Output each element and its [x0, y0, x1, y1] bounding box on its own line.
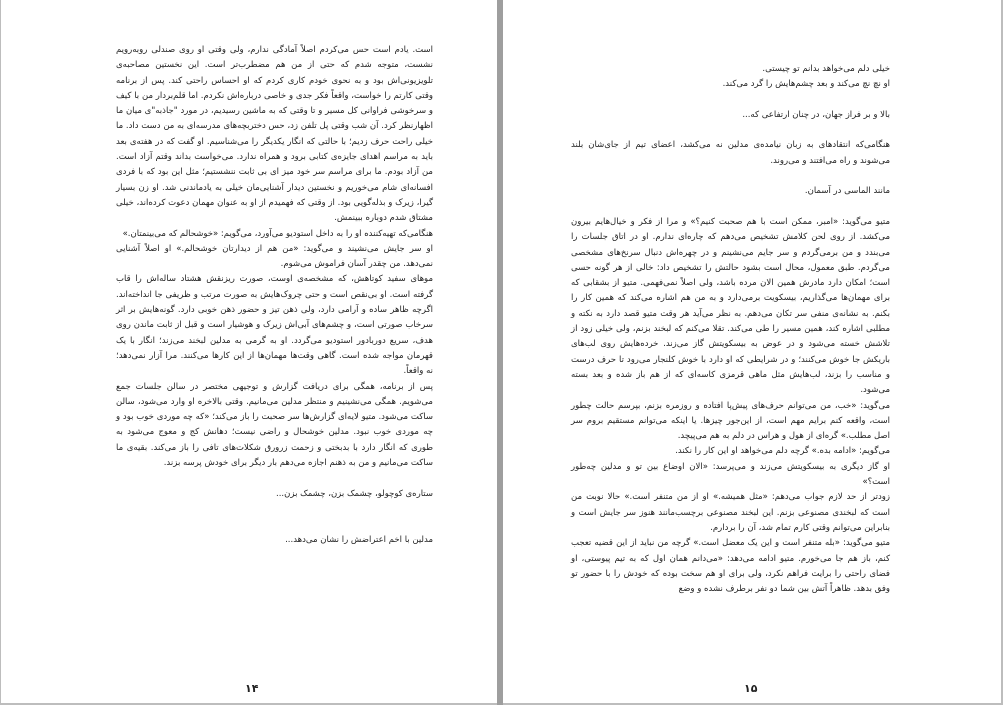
- paragraph: او نچ نچ می‌کند و بعد چشم‌هایش را گرد می‌کند.: [722, 79, 890, 90]
- paragraph: مدلین با اخم اعتراضش را نشان می‌دهد...: [285, 534, 433, 545]
- paragraph: متیو می‌گوید: «بله متنفر است و این یک معضل است.» گرچه من نباید از این قضیه تعجب کنم، باز هم جا می‌خورم. متیو ادامه می‌دهد: «می‌دانم همان اول که به تیم پیوستی، او فضای راحتی را برایت فراهم نکرد، ولی برای او هم سخت بوده که خودش را با حضور تو وفق بدهد. ظاهراً آتش بین شما دو نفر برطرف نشده و وضع: [571, 538, 890, 595]
- paragraph: خیلی دلم می‌خواهد بدانم تو چیستی.: [762, 64, 890, 74]
- page-number: ۱۵: [744, 682, 758, 695]
- left-page: [1, 0, 497, 703]
- paragraph: می‌گوید: «خب، من می‌توانم حرف‌های پیش‌پا افتاده و روزمره بزنم، بپرسم حالت چطور است، واقعه کنم برایم مهم است، از این‌جور چیزها. یا اینکه می‌توانم مستقیم بروم سر اصل مطلب.» گره‌ای از هول و هراس در دلم به هم می‌پیچد.: [571, 400, 890, 442]
- paragraph: موهای سفید کوتاهش، که مشخصه‌ی اوست، صورت ریزنقش هشتاد ساله‌اش را قاب گرفته است. او بی‌نقص است و حتی چروک‌هایش به صورت مرتب و ظریفی جا انداخته‌اند. اگرچه ظاهر ساده و آرامی دارد، ولی ذهن تیز و حضور ذهن خوبی دارد. گونه‌هایش بر اثر سرخاب صورتی است، و چشم‌های آبی‌اش زیرک و هوشیار است و قبل از ثابت ماندن روی هدف، سریع دوربادور استودیو می‌گردد. او به گرمی به مدلین لبخند می‌زند؛ انگار با یک قهرمان مواجه شده است. گاهی وقت‌ها مهمان‌ها از این کارها می‌کنند. مرا آزار نمی‌دهد؛ نه واقعاً.: [116, 274, 433, 377]
- paragraph: مانند الماسی در آسمان.: [804, 186, 890, 197]
- right-page: [503, 0, 1001, 703]
- paragraph: هنگامی‌که تهیه‌کننده او را به داخل استودیو می‌آورد، می‌گویم: «خوشحالم که می‌بینمتان.»: [122, 228, 433, 239]
- left-page-text: [116, 43, 433, 548]
- paragraph: هنگامی‌که انتقادهای به زبان نیامده‌ی مدلین نه می‌کشد، اعضای تیم از جای‌شان بلند می‌شوند و راه می‌افتند و می‌روند.: [571, 140, 890, 166]
- paragraph: زودتر از حد لازم جواب می‌دهم: «مثل همیشه.» او از من متنفر است.» حالا نوبت من است که لبخندی مصنوعی بزنم. این لبخند مصنوعی برچسب‌مانند هنوز سر جایش است و بنابراین می‌توانم وقتی کارم تمام شد، آن را بردارم.: [571, 492, 890, 533]
- paragraph: بالا و بر فراز جهان، در چنان ارتفاعی که...: [742, 109, 890, 120]
- paragraph: می‌گویم: «ادامه بده.» گرچه دلم می‌خواهد او این کار را نکند.: [675, 446, 890, 457]
- paragraph: پس از برنامه، همگی برای دریافت گزارش و توجیهی مختصر در سالن جلسات جمع می‌شویم. همگی می‌نشینیم و منتظر مدلین می‌مانیم. وقتی بالاخره او وارد می‌شود، سالن ساکت می‌شود. متیو لایه‌ای گزارش‌ها سر صحبت را باز می‌کند؛ «که چه موردی خوب بود و چه موردی خوب نبود. مدلین خوشحال و راضی نیست؛ دهانش کج و معوج می‌شود به طوری که انگار دارد با بدبختی و زحمت زرورق شکلات‌های تافی را باز می‌کند. بقیه‌ی ما ساکت می‌مانیم و من به ذهنم اجازه می‌دهم بار دیگر برای خودش پرسه بزند.: [116, 381, 433, 469]
- paragraph: او سر جایش می‌نشیند و می‌گوید: «من هم از دیدارتان خوشحالم.» او اصلاً آشنایی نمی‌دهد. من چقدر آسان فراموش می‌شوم.: [116, 243, 433, 270]
- paragraph: او گاز دیگری به بیسکویتش می‌زند و می‌پرسد: «الان اوضاع بین تو و مدلین چه‌طور است؟»: [571, 461, 890, 488]
- paragraph: متیو می‌گوید: «امبر، ممکن است با هم صحبت کنیم؟» و مرا از فکر و خیال‌هایم بیرون می‌کشد. از روی لحن کلامش تشخیص می‌دهم که چاره‌ای ندارم. او در اتاق جلسات را می‌بندد و من برمی‌گردم و سر جایم می‌نشینم و در چهره‌اش دنبال سرنخ‌های مشخصی می‌گردم. طبق معمول، محال است بشود حالتش را تشخیص داد: خالی از هر گونه حسی است؛ امکان دارد مادرش همین الان مرده باشد، ولی اصلاً نمی‌فهمی. متیو از بشقابی که برای مهمان‌ها می‌گذاریم، بیسکویت برمی‌دارد و به من هم اشاره می‌کند که همین کار را بکنم. به نشانه‌ی منفی سر تکان می‌دهم. به نظر می‌آید هر وقت متیو قصد دارد به نکته و مطلبی اشاره کند، همین مسیر را طی می‌کند. تقلا می‌کنم که لبخند بزنم، ولی خیلی زود از تلاشش خسته می‌شود و در عوض به بیسکویتش گاز می‌زند. خرده‌هایش روی لب‌های باریکش جا خوش می‌کنند؛ و در شرایطی که او دارد با خوش کلنجار می‌رود تا حرف درست و مناسب را بزند، لب‌هایش مثل ماهی قرمزی کاسه‌ای که از هم باز شده و بعد بسته می‌شود.: [571, 216, 890, 396]
- right-page-text: [571, 62, 890, 597]
- page-number: ۱۴: [245, 682, 259, 695]
- paragraph: است. یادم است حس می‌کردم اصلاً آمادگی ندارم، ولی وقتی او روی صندلی روبه‌رویم نشست، متوجه شدم که حتی از من هم مضطرب‌تر است. این نخستین مصاحبه‌ی تلویزیونی‌اش بود و به نحوی خودم کاری کردم که او احساس راحتی کند. پس از برنامه وقتی کارتم را خواست، واقعاً فکر جدی و خاصی درباره‌اش نکردم. اما قلم‌بردار من با کیف و سرخوشی فراوانی کل مسیر و تا وقتی که به ماشین رسیدیم، در مورد "جاذبه"ی میان ما اظهارنظر کرد. آن شب وقتی پل تلفن زد، حس دختربچه‌های مدرسه‌ای به من دست داد. ما خیلی راحت حرف زدیم؛ با حالتی که انگار یکدیگر را می‌شناسیم. او گفت که در هفته‌ی بعد باید به مراسم اهدای جایزه‌ی کتابی برود و همراه ندارد. می‌خواست بداند وقتم آزاد است. من آزاد بودم. ما برای مراسم سر خود میز ای بی ثابت ننشستیم؛ مثل این بود که با فردی افسانه‌ای شام می‌خوریم و نخستین دیدار آشنایی‌مان خیلی به یادماندنی شد. او زن بسیار گیرا، زیرک و بذله‌گویی بود. از وقتی که فهمیدم از او به عنوان مهمان دعوت کرده‌اند، خیلی مشتاق شدم دوباره ببینمش.: [116, 45, 433, 224]
- paragraph: ستاره‌ی کوچولو، چشمک بزن، چشمک بزن...: [276, 488, 433, 499]
